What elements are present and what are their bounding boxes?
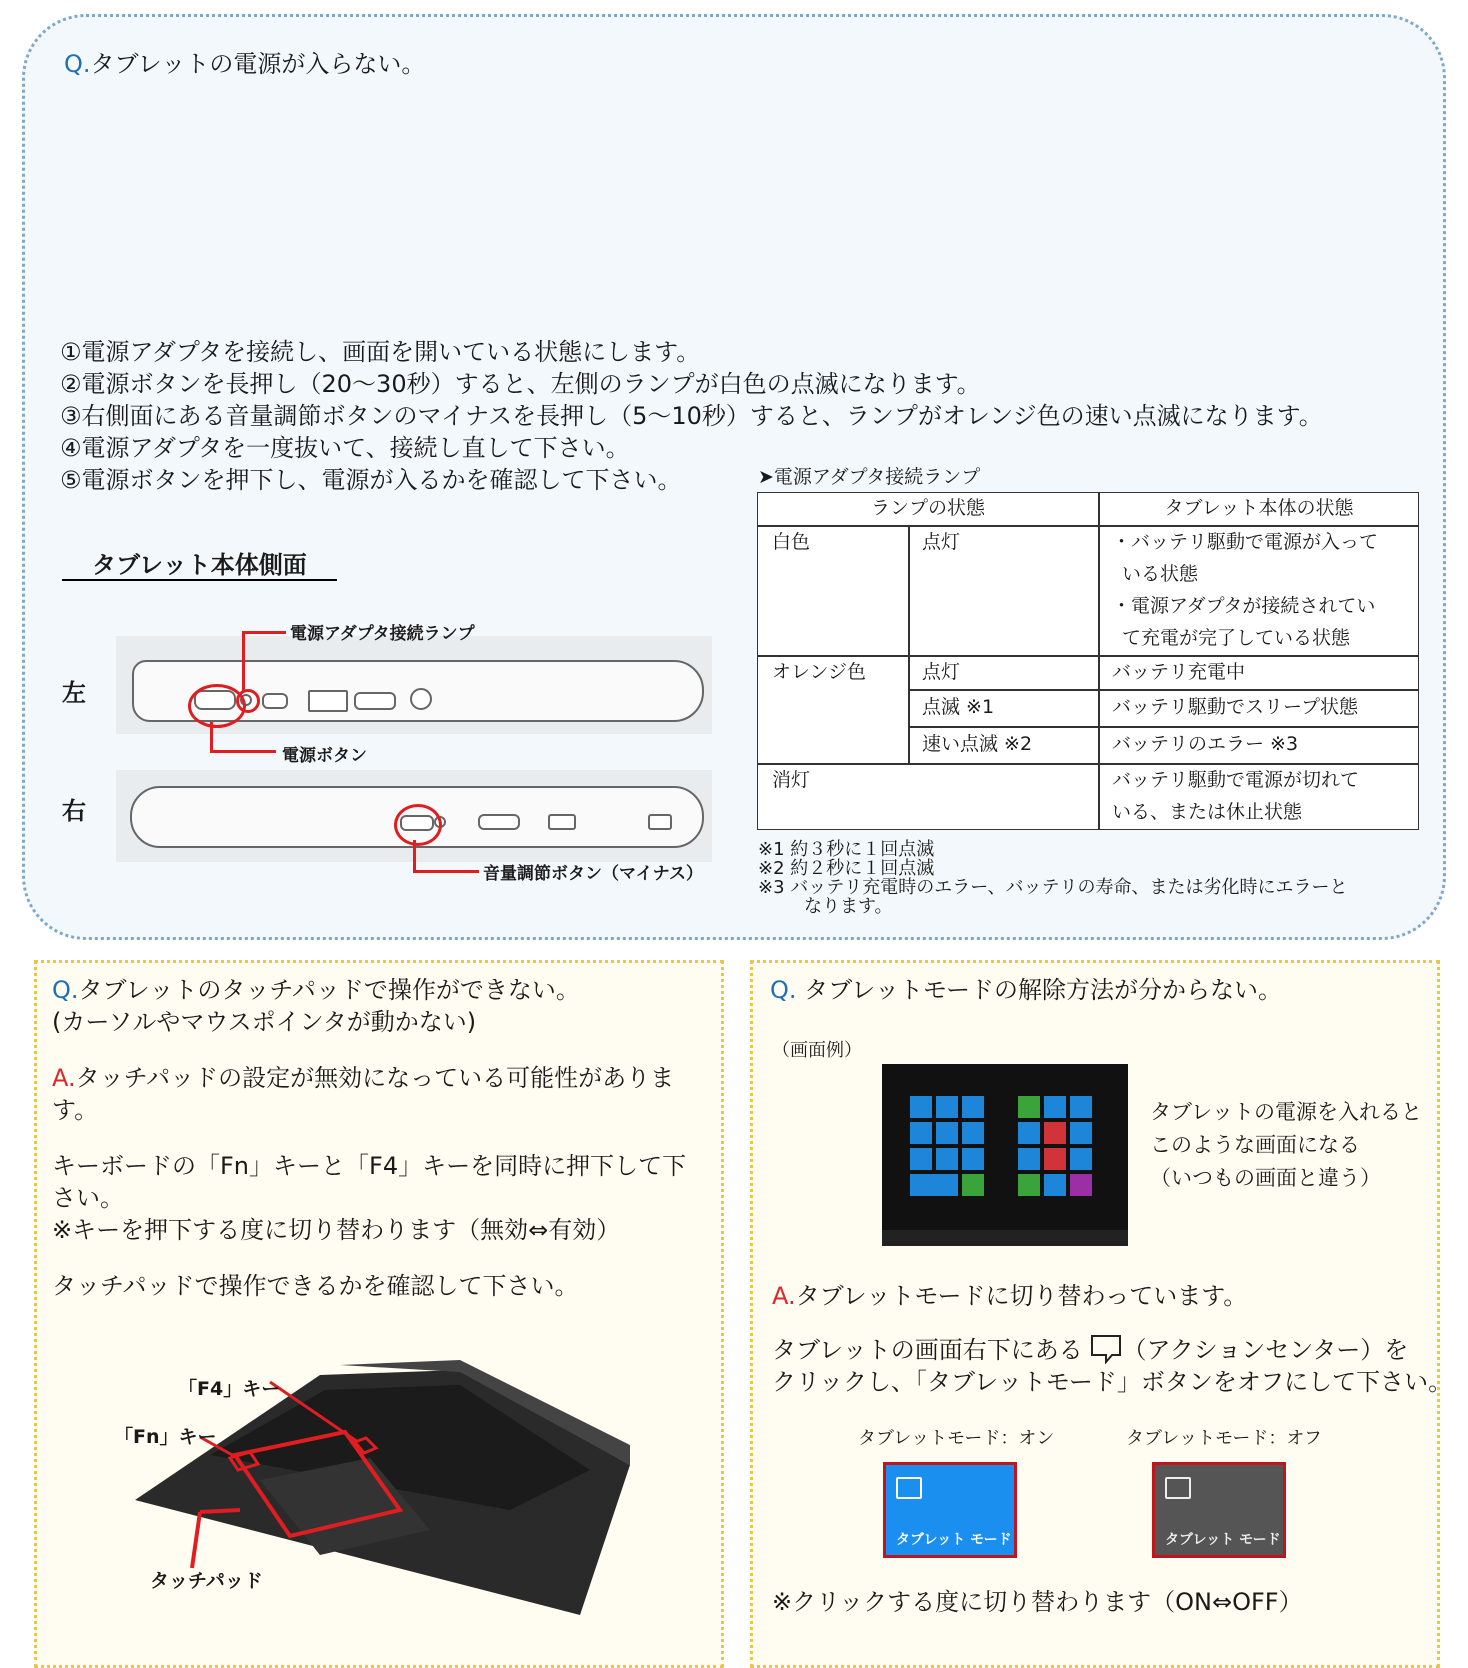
- tablet-mode-on-label: タブレットモード：オン: [858, 1428, 1055, 1449]
- tablet-start-screen-image: [882, 1064, 1128, 1246]
- answer-touchpad-1: [52, 1062, 674, 1094]
- side-view-title: タブレット本体側面: [92, 551, 307, 579]
- tablet-mode-off-tile[interactable]: [1152, 1462, 1286, 1558]
- cell-white-state: 点灯: [922, 531, 961, 553]
- lamp-leader-h: [242, 631, 286, 634]
- tile-label: タブレット モード: [1165, 1532, 1281, 1548]
- body-touchpad-3: ※キーを押下する度に切り替わります（無効⇔有効）: [52, 1216, 621, 1244]
- lamp-status-table: [757, 492, 1419, 830]
- tile: [936, 1122, 958, 1144]
- question-tablet-mode: [770, 974, 1282, 1006]
- cell-white-desc4: て充電が完了している状態: [1122, 627, 1351, 649]
- cell-off-d1: バッテリ駆動で電源が切れて: [1112, 769, 1360, 791]
- cell-white-desc2: いる状態: [1122, 563, 1199, 585]
- note-2: ※2 約２秒に１回点滅: [758, 858, 935, 879]
- tile: [936, 1096, 958, 1118]
- tile: [910, 1096, 932, 1118]
- tile: [1018, 1148, 1040, 1170]
- tile: [1070, 1096, 1092, 1118]
- cell-orange-s3: 速い点滅 ※2: [922, 733, 1033, 755]
- tile: [962, 1096, 984, 1118]
- table-header-state: タブレット本体の状態: [1164, 497, 1354, 519]
- cell-off-d2: いる、または休止状態: [1112, 801, 1303, 823]
- step-5: ⑤電源ボタンを押下し、電源が入るかを確認して下さい。: [60, 466, 682, 494]
- title-underline: [62, 579, 337, 581]
- step-1: ①電源アダプタを接続し、画面を開いている状態にします。: [60, 338, 701, 366]
- usbc-port: [262, 693, 288, 709]
- lamp-leader-v: [242, 631, 245, 691]
- table-notes: [758, 840, 1348, 916]
- question-touchpad-1: [52, 974, 580, 1006]
- cell-orange-d3: バッテリのエラー ※3: [1112, 733, 1299, 755]
- note-3: ※3 バッテリ充電時のエラー、バッテリの寿命、または劣化時にエラーと: [758, 877, 1348, 898]
- answer-text: タッチパッドの設定が無効になっている可能性がありま: [75, 1064, 675, 1092]
- step-3: ③右側面にある音量調節ボタンのマイナスを長押し（5～10秒）すると、ランプがオレンジ色の速い点滅になります。: [60, 402, 1323, 430]
- lock-port: [648, 814, 672, 830]
- tile: [1070, 1122, 1092, 1144]
- desc-line-1: タブレットの電源を入れると: [1150, 1100, 1422, 1124]
- example-label: （画面例）: [772, 1040, 862, 1061]
- body-part-a: タブレットの画面右下にある: [772, 1336, 1083, 1364]
- body-touchpad-1: キーボードの「Fn」キーと「F4」キーを同時に押下して下: [52, 1152, 687, 1180]
- right-side-label: 右: [62, 797, 86, 825]
- desc-line-2: このような画面になる: [1150, 1133, 1360, 1157]
- hdmi-port: [354, 692, 396, 710]
- tile-label: タブレット モード: [896, 1532, 1012, 1548]
- note-3-cont: なります。: [804, 896, 893, 917]
- cell-white: 白色: [772, 531, 811, 553]
- cell-orange: オレンジ色: [772, 661, 867, 683]
- usb-port: [308, 690, 348, 712]
- action-center-icon: [1090, 1334, 1122, 1364]
- question-touchpad-2: (カーソルやマウスポインタが動かない): [52, 1008, 477, 1036]
- callout-power: 電源ボタン: [282, 746, 367, 766]
- slot-port: [548, 814, 576, 830]
- tile: [962, 1174, 984, 1196]
- tile: [1044, 1174, 1066, 1196]
- note-1: ※1 約３秒に１回点滅: [758, 839, 935, 860]
- q-mark: Q.: [52, 976, 79, 1004]
- cell-off: 消灯: [772, 769, 811, 791]
- tile: [936, 1148, 958, 1170]
- tablet-mode-icon: [1165, 1477, 1191, 1499]
- q-mark: Q.: [64, 50, 91, 78]
- tile: [910, 1174, 958, 1196]
- power-leader-h: [210, 750, 276, 753]
- body-part-b: （アクションセンター）を: [1122, 1336, 1409, 1364]
- tile: [910, 1122, 932, 1144]
- volume-highlight: [394, 804, 442, 846]
- label-touchpad: タッチパッド: [150, 1570, 263, 1592]
- tile: [1018, 1174, 1040, 1196]
- tile: [910, 1148, 932, 1170]
- touchpad-leader-v: [192, 1512, 200, 1568]
- answer-tablet-mode: [772, 1280, 1247, 1312]
- tablet-mode-on-tile[interactable]: [883, 1462, 1017, 1558]
- col-divider: [908, 525, 910, 763]
- table-title: ➤電源アダプタ接続ランプ: [758, 466, 981, 488]
- tile: [1044, 1096, 1066, 1118]
- q-mark: Q.: [770, 976, 797, 1004]
- tile: [1070, 1174, 1092, 1196]
- tile: [962, 1122, 984, 1144]
- cell-orange-d1: バッテリ充電中: [1112, 661, 1246, 683]
- question-text: タブレットモードの解除方法が分からない。: [796, 976, 1282, 1004]
- table-header-lamp: ランプの状態: [870, 497, 985, 519]
- touchpad-leader-h: [200, 1510, 240, 1512]
- body-tablet-mode-2: クリックし、「タブレットモード」ボタンをオフにして下さい。: [772, 1368, 1453, 1396]
- step-4: ④電源アダプタを一度抜いて、接続し直して下さい。: [60, 434, 630, 462]
- tile: [1070, 1148, 1092, 1170]
- tile: [1018, 1122, 1040, 1144]
- col-divider: [1098, 493, 1100, 829]
- audio-port: [410, 688, 432, 710]
- cell-orange-s1: 点灯: [922, 661, 961, 683]
- body-tablet-mode-1: [772, 1334, 1408, 1366]
- cell-white-desc3: ・電源アダプタが接続されてい: [1112, 595, 1376, 617]
- row-divider: [908, 689, 1418, 691]
- a-mark: A.: [772, 1282, 796, 1310]
- lamp-highlight: [236, 689, 260, 713]
- label-fn-key: 「Fn」キー: [114, 1426, 217, 1448]
- question-power: [64, 48, 425, 80]
- volume-leader-h: [413, 870, 479, 873]
- tile: [1044, 1122, 1066, 1144]
- body-touchpad-4: タッチパッドで操作できるかを確認して下さい。: [52, 1272, 579, 1300]
- row-divider: [908, 726, 1418, 728]
- answer-text: タブレットモードに切り替わっています。: [795, 1282, 1248, 1310]
- body-touchpad-2: さい。: [52, 1184, 124, 1212]
- tile: [1018, 1096, 1040, 1118]
- left-side-label: 左: [62, 679, 86, 707]
- power-leader-v: [210, 722, 213, 752]
- cell-orange-d2: バッテリ駆動でスリープ状態: [1112, 696, 1359, 718]
- tile: [1044, 1148, 1066, 1170]
- tablet-mode-icon: [896, 1477, 922, 1499]
- step-2: ②電源ボタンを長押し（20～30秒）すると、左側のランプが白色の点滅になります。: [60, 370, 981, 398]
- answer-touchpad-2: す。: [52, 1096, 99, 1124]
- question-text: タブレットの電源が入らない。: [90, 50, 426, 78]
- desc-line-3: （いつもの画面と違う）: [1150, 1166, 1381, 1190]
- note-tablet-mode: ※クリックする度に切り替わります（ON⇔OFF）: [772, 1588, 1303, 1616]
- tablet-screen-description: [1150, 1096, 1422, 1195]
- tile: [962, 1148, 984, 1170]
- volume-plus-port: [478, 814, 520, 830]
- tablet-mode-off-label: タブレットモード：オフ: [1126, 1428, 1322, 1449]
- callout-volume: 音量調節ボタン（マイナス）: [483, 864, 703, 884]
- cell-orange-s2: 点滅 ※1: [922, 696, 995, 718]
- taskbar: [882, 1230, 1128, 1246]
- cell-white-desc1: ・バッテリ駆動で電源が入って: [1112, 531, 1379, 553]
- label-f4-key: 「F4」キー: [178, 1378, 281, 1400]
- question-text: タブレットのタッチパッドで操作ができない。: [78, 976, 580, 1004]
- callout-lamp: 電源アダプタ接続ランプ: [290, 624, 475, 644]
- a-mark: A.: [52, 1064, 76, 1092]
- volume-leader-v: [413, 840, 416, 872]
